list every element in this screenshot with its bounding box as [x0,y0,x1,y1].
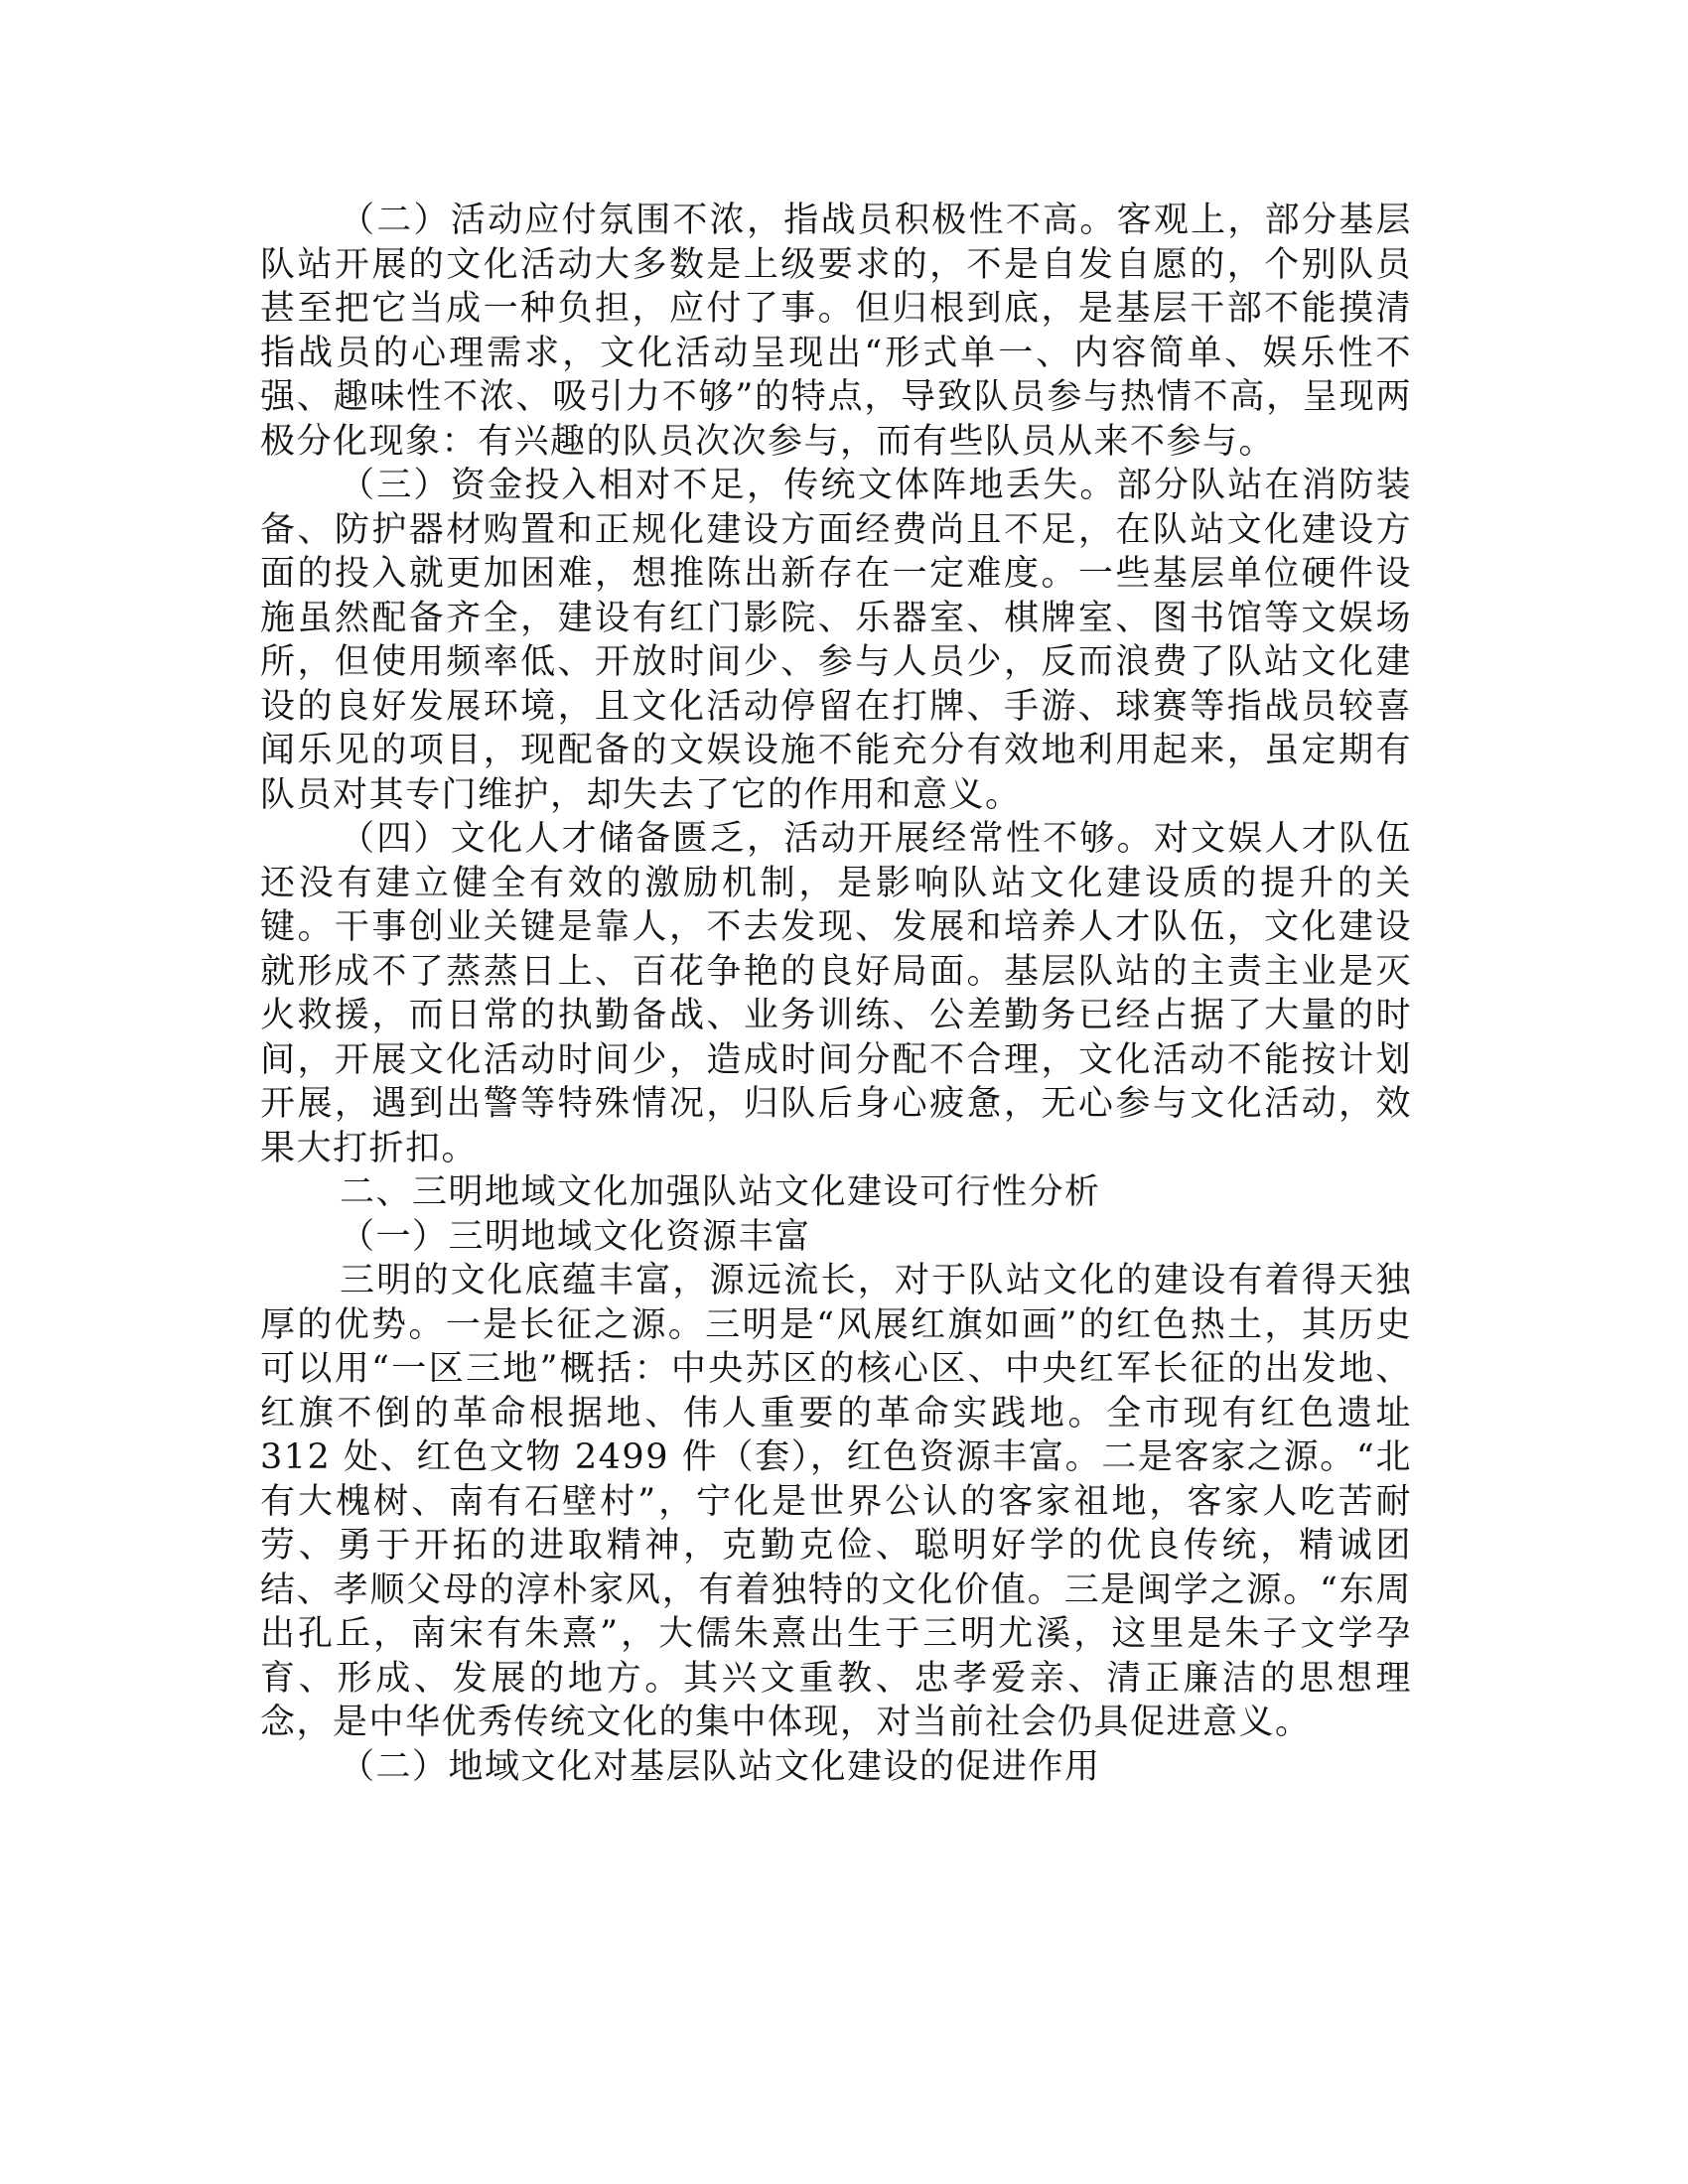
paragraph-talent: （四）文化人才储备匮乏，活动开展经常性不够。对文娱人才队伍还没有建立健全有效的激励机制，是影响队站文化建设质的提升的关键。干事创业关键是靠人，不去发现、发展和培养人才队伍，文化建设就形成不了蒸蒸日上、百花争艳的良好局面。基层队站的主责主业是灭火救援，而日常的执勤备战、业务训练、公差勤务已经占据了大量的时间，开展文化活动时间少，造成时间分配不合理，文化活动不能按计划开展，遇到出警等特殊情况，归队后身心疲惫，无心参与文化活动，效果大打折扣。 [260,819,1412,1168]
section-heading-feasibility: 二、三明地域文化加强队站文化建设可行性分析 [340,1172,1101,1212]
subheading-promotion: （二）地域文化对基层队站文化建设的促进作用 [340,1746,1101,1787]
subheading-resources: （一）三明地域文化资源丰富 [340,1216,811,1257]
paragraph-sanming-culture: 三明的文化底蕴丰富，源远流长，对于队站文化的建设有着得天独厚的优势。一是长征之源。三明是“风展红旗如画”的红色热土，其历史可以用“一区三地”概括：中央苏区的核心区、中央红军长征的出发地、红旗不倒的革命根据地、伟人重要的革命实践地。全市现有红色遗址 312 处、红色文物 2499 件（套），红色资源丰富。二是客家之源。“北有大槐树、南有石壁村”，宁化是世界公认的客家祖地，客家人吃苦耐劳、勇于开拓的进取精神，克勤克俭、聪明好学的优良传统，精诚团结、孝顺父母的淳朴家风，有着独特的文化价值。三是闽学之源。“东周出孔丘，南宋有朱熹”，大儒朱熹出生于三明尤溪，这里是朱子文学孕育、形成、发展的地方。其兴文重教、忠孝爱亲、清正廉洁的思想理念，是中华优秀传统文化的集中体现，对当前社会仍具促进意义。 [260,1261,1412,1742]
document-body [260,199,1412,1789]
paragraph-funding: （三）资金投入相对不足，传统文体阵地丢失。部分队站在消防装备、防护器材购置和正规化建设方面经费尚且不足，在队站文化建设方面的投入就更加困难，想推陈出新存在一定难度。一些基层单位硬件设施虽然配备齐全，建设有红门影院、乐器室、棋牌室、图书馆等文娱场所，但使用频率低、开放时间少、参与人员少，反而浪费了队站文化建设的良好发展环境，且文化活动停留在打牌、手游、球赛等指战员较喜闻乐见的项目，现配备的文娱设施不能充分有效地利用起来，虽定期有队员对其专门维护，却失去了它的作用和意义。 [260,466,1412,815]
paragraph-atmosphere: （二）活动应付氛围不浓，指战员积极性不高。客观上，部分基层队站开展的文化活动大多数是上级要求的，不是自发自愿的，个别队员甚至把它当成一种负担，应付了事。但归根到底，是基层干部不能摸清指战员的心理需求，文化活动呈现出“形式单一、内容简单、娱乐性不强、趣味性不浓、吸引力不够”的特点，导致队员参与热情不高，呈现两极分化现象：有兴趣的队员次次参与，而有些队员从来不参与。 [260,201,1412,462]
